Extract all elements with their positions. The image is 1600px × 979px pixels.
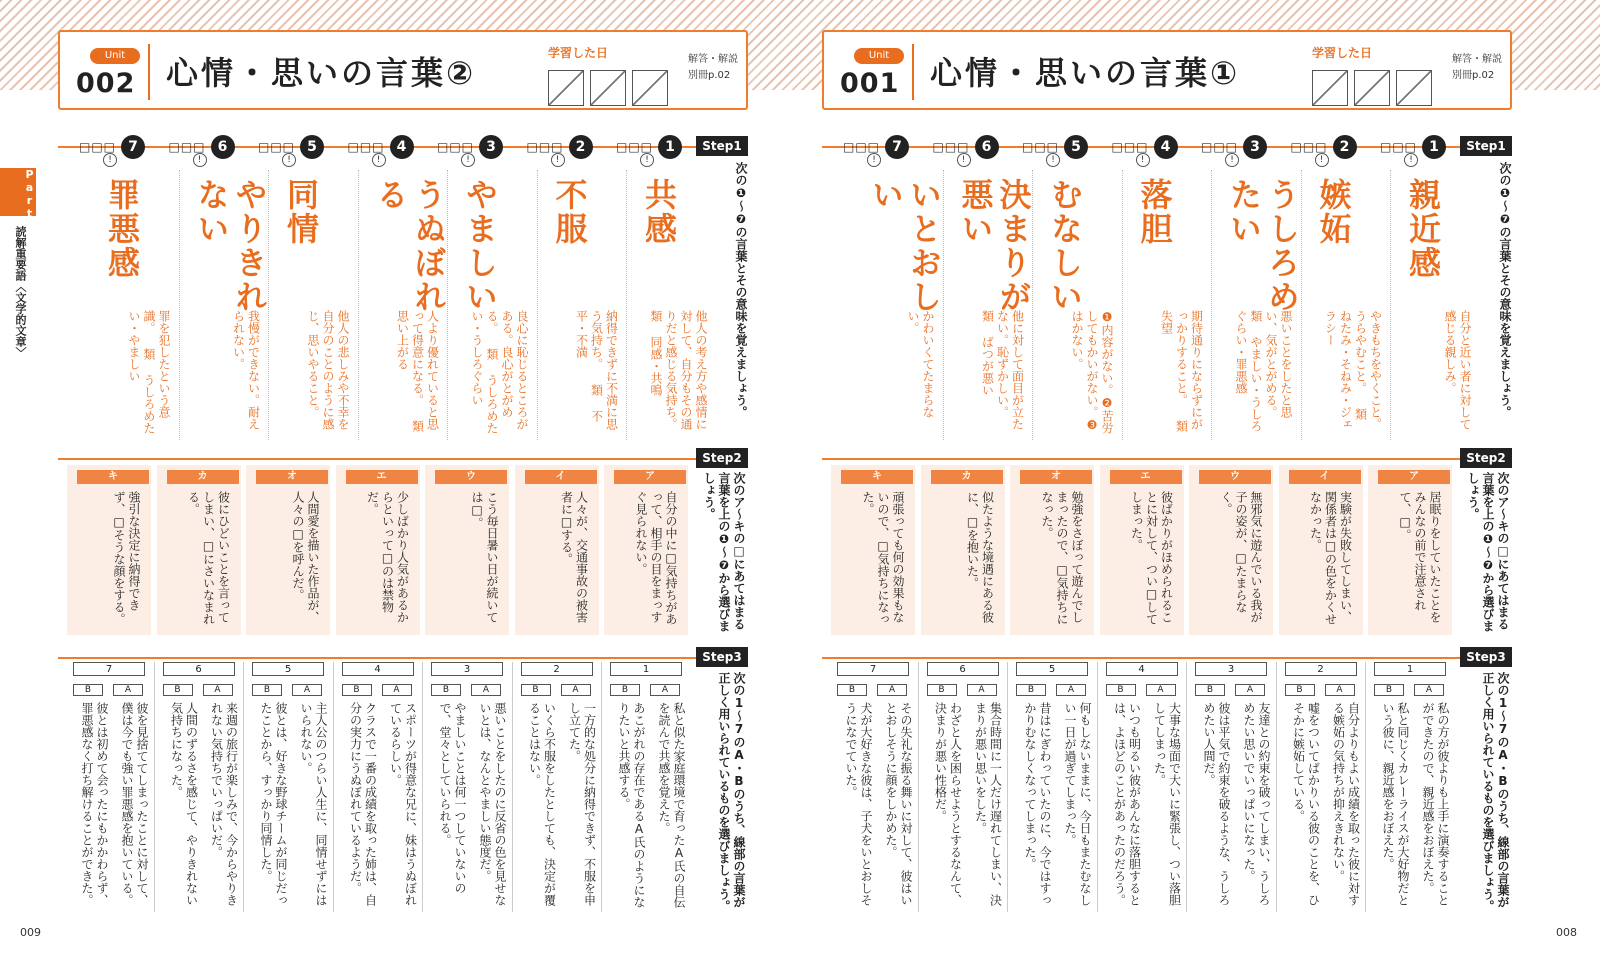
vocab-word: 罪悪感: [103, 178, 141, 280]
unit-pill: Unit: [854, 48, 904, 64]
quiz-number: 2: [521, 662, 593, 676]
exercise-text: こう毎日暑い日が続いては□。: [470, 491, 499, 623]
quiz-divider: [1097, 662, 1098, 912]
word-number: 2: [1333, 135, 1357, 159]
exercise-card: [831, 465, 915, 635]
option-a-text: 大事な場面で大いに緊張し、つい落胆してしまった。: [1152, 702, 1182, 906]
checkbox-row: □□□: [79, 140, 117, 154]
option-b-text: あこがれの存在であるA氏のようになりたいと共感する。: [617, 702, 646, 908]
word-number: 4: [390, 135, 414, 159]
exercise-card: [1368, 465, 1452, 635]
caution-icon: !: [282, 153, 296, 167]
option-b-text: 彼とは、好きな野球チームが同じだったことから、すっかり同情した。: [259, 702, 288, 906]
vocab-meaning: 期待通りにならずにがっかりすること。 類 失望: [1159, 310, 1204, 432]
word-number: 3: [1243, 135, 1267, 159]
vocab-meaning: 他に対して面目が立たない。恥ずかしい。 類 ばつが悪い: [980, 310, 1025, 430]
vocab-meaning: 良心に恥じるところがある。良心がとがめる。 類 うしろめたい・うしろぐらい: [470, 310, 529, 434]
exercise-card: [336, 465, 420, 635]
exercise-label: キ: [77, 470, 149, 484]
vocab-word: 共感: [640, 178, 678, 246]
vocab-word: 嫉妬: [1314, 178, 1353, 246]
exercise-label: オ: [256, 470, 328, 484]
study-date-box-3[interactable]: [632, 70, 668, 106]
vocab-word: 落胆: [1135, 178, 1174, 246]
exercise-label: カ: [931, 470, 1003, 484]
quiz-number: 7: [837, 662, 909, 676]
vocab-meaning: かわいくてたまらない。: [906, 310, 935, 418]
option-b-box[interactable]: B: [1374, 684, 1404, 696]
part-tab: [0, 168, 36, 233]
step2-instruction: 次のア〜キの□にあてはまる言葉を上の❶〜❼から選びましょう。: [1466, 472, 1510, 632]
unit-number: 002: [76, 68, 136, 99]
quiz-column: [246, 662, 330, 912]
quiz-number: 5: [252, 662, 324, 676]
quiz-number: 1: [610, 662, 682, 676]
quiz-divider: [1276, 662, 1277, 912]
checkbox-row: □□□: [1290, 140, 1328, 154]
caution-icon: !: [1404, 153, 1418, 167]
exercise-card: [1100, 465, 1184, 635]
part-tab-label: Part1: [23, 168, 36, 233]
page-number-left: 009: [20, 926, 41, 939]
side-section-label: 読解重要語〈文学的文章〉: [14, 226, 27, 358]
exercise-label: オ: [1020, 470, 1092, 484]
option-b-text: 彼は平気で約束を破るような、うしろめたい人間だ。: [1202, 702, 1231, 906]
checkbox-row: □□□: [1380, 140, 1418, 154]
option-a-text: 来週の旅行が楽しみで、今からやりきれない気持ちでいっぱいだ。: [209, 702, 239, 906]
option-a-text: 主人公のつらい人生に、同情せずにはいられない。: [299, 702, 328, 906]
option-b-box[interactable]: B: [163, 684, 193, 696]
vocab-meaning: 自分と近い者に対して感じる親しみ。: [1443, 310, 1472, 430]
caution-icon: !: [1225, 153, 1239, 167]
checkbox-row: □□□: [1111, 140, 1149, 154]
step1-tag: Step1: [696, 136, 748, 156]
option-b-text: 犬が大好きな彼は、子犬をいとおしそうになでていた。: [844, 702, 873, 906]
option-a-text: 自分よりもよい成績を取った彼に対する嫉妬の気持ちが抑えきれない。: [1331, 702, 1361, 906]
option-a-text: 私と似た家庭環境で育ったA氏の自伝を読んで共感を覚えた。: [657, 702, 686, 908]
option-b-box[interactable]: B: [1285, 684, 1315, 696]
answer-label: 解答・解説: [1452, 54, 1502, 65]
answer-ref: [688, 52, 738, 84]
option-a-text: 何もしないままに、今日もまたむなしい一日が過ぎてしまった。: [1063, 702, 1092, 906]
word-number: 5: [300, 135, 324, 159]
study-date-box-2[interactable]: [590, 70, 626, 106]
vocab-word: やりきれない: [192, 178, 269, 314]
exercise-card: [67, 465, 151, 635]
column-divider: [358, 170, 359, 440]
checkbox-row: □□□: [1201, 140, 1239, 154]
option-a-box[interactable]: A: [1146, 684, 1176, 696]
vocab-word: 不服: [550, 178, 589, 246]
vocab-meaning: 人より優れていると思って得意になる。 類 思い上がる: [395, 310, 440, 432]
column-divider: [537, 170, 538, 440]
option-a-text: 友達との約束を破ってしまい、うしろめたい思いでいっぱいになった。: [1242, 702, 1271, 906]
option-b-text: 彼とは初めて会ったにもかかわらず、罪悪感なく打ち解けることができた。: [80, 702, 109, 906]
quiz-divider: [422, 662, 423, 912]
checkbox-row: □□□: [616, 140, 654, 154]
step3-tag: Step3: [696, 647, 748, 667]
option-b-box[interactable]: B: [1195, 684, 1225, 696]
checkbox-row: □□□: [347, 140, 385, 154]
vocab-meaning: 我慢ができない。耐えられない。: [231, 310, 261, 430]
quiz-column: [604, 662, 688, 912]
quiz-divider: [512, 662, 513, 912]
step3-line: [822, 657, 1462, 659]
step2-instruction: 次のア〜キの□にあてはまる言葉を上の❶〜❼から選びましょう。: [702, 472, 746, 632]
word-number: 5: [1064, 135, 1088, 159]
option-a-text: 悪いことをしたのに反省の色を見せないとは、なんとやましい態度だ。: [478, 702, 507, 906]
vocab-word: むなしい: [1046, 178, 1084, 314]
study-date-box-3[interactable]: [1396, 70, 1432, 106]
option-a-box[interactable]: A: [561, 684, 591, 696]
answer-page: 別冊p.02: [688, 70, 731, 81]
caution-icon: !: [640, 153, 654, 167]
checkbox-row: □□□: [843, 140, 881, 154]
quiz-number: 4: [342, 662, 414, 676]
vocab-word: 決まりが悪い: [956, 178, 1033, 314]
quiz-column: [515, 662, 599, 912]
exercise-card: [515, 465, 599, 635]
quiz-number: 1: [1374, 662, 1446, 676]
study-date-box-1[interactable]: [1312, 70, 1348, 106]
vocab-meaning: 他人の悲しみや不幸を自分のことのように感じ、思いやること。: [306, 310, 350, 430]
quiz-divider: [333, 662, 334, 912]
option-b-text: 人間のずるさを感じて、やりきれない気持ちになった。: [169, 702, 199, 906]
exercise-text: 人間愛を描いた作品が、人々の□を呼んだ。: [291, 491, 320, 623]
exercise-card: [1279, 465, 1363, 635]
exercise-text: 自分の中に□気持ちがあって、相手の目をまっすぐ見られない。: [634, 491, 678, 625]
option-a-text: その失礼な振る舞いに対して、彼はいとおしそうに顔をしかめた。: [884, 702, 913, 906]
answer-page: 別冊p.02: [1452, 70, 1495, 81]
step1-instruction: 次の❶〜❼の言葉とその意味を覚えましょう。: [734, 162, 748, 418]
quiz-divider: [1186, 662, 1187, 912]
step2-tag: Step2: [696, 448, 748, 468]
right-page: [822, 0, 1512, 979]
vocab-meaning: 悪いことをしたと思い、気がとがめる。 類 やましい・うしろぐらい・罪悪感: [1234, 310, 1293, 432]
quiz-number: 3: [1195, 662, 1267, 676]
page-title: 心情・思いの言葉②: [166, 54, 477, 92]
unit-number: 001: [840, 68, 900, 99]
step2-line: [58, 458, 698, 460]
exercise-label: エ: [346, 470, 418, 484]
caution-icon: !: [867, 153, 881, 167]
caution-icon: !: [193, 153, 207, 167]
option-b-text: いくら不服をしたとしても、決定が覆ることはない。: [527, 702, 557, 906]
option-a-box[interactable]: A: [877, 684, 907, 696]
unit-pill: Unit: [90, 48, 140, 64]
option-b-box[interactable]: B: [252, 684, 282, 696]
caution-icon: !: [103, 153, 117, 167]
step3-tag: Step3: [1460, 647, 1512, 667]
option-a-text: 一方的な処分に納得できず、不服を申し立てた。: [567, 702, 597, 906]
study-date-box-1[interactable]: [548, 70, 584, 106]
option-b-box[interactable]: B: [342, 684, 372, 696]
exercise-text: 彼ばかりがほめられることに対して、つい□してしまった。: [1129, 491, 1174, 625]
option-a-box[interactable]: A: [650, 684, 680, 696]
exercise-text: 頑張っても何の効果もないので、□気持ちになった。: [861, 491, 905, 625]
word-number: 6: [975, 135, 999, 159]
word-number: 6: [211, 135, 235, 159]
exercise-text: 居眠りをしていたことをみんなの前で注意されて、□。: [1398, 491, 1442, 623]
exercise-card: [425, 465, 509, 635]
exercise-text: 実験が失敗してしまい、関係者は□の色をかくせなかった。: [1308, 491, 1353, 625]
vocab-word: うしろめたい: [1225, 178, 1301, 314]
caution-icon: !: [1136, 153, 1150, 167]
quiz-divider: [918, 662, 919, 912]
quiz-divider: [243, 662, 244, 912]
step3-instruction: 次の1〜7のA・Bのうち、線部の言葉が正しく用いられているものを選びましょう。: [1481, 672, 1510, 912]
caution-icon: !: [461, 153, 475, 167]
option-b-box[interactable]: B: [927, 684, 957, 696]
checkbox-row: □□□: [258, 140, 296, 154]
vocab-meaning: 他人の考え方や感情に対して、自分もその通りだと感じる気持ち。 類 同感・共鳴: [649, 310, 708, 430]
option-a-box[interactable]: A: [292, 684, 322, 696]
exercise-text: 勉強をさぼって遊んでしまったので、□気持ちになった。: [1040, 491, 1084, 625]
vocab-word: やましい: [461, 178, 499, 314]
exercise-text: 彼にひどいことを言ってしまい、□にさいなまれる。: [186, 491, 231, 625]
quiz-column: [831, 662, 915, 912]
quiz-divider: [154, 662, 155, 912]
option-a-text: スポーツが得意な兄に、妹はうぬぼれているらしい。: [388, 702, 418, 906]
checkbox-row: □□□: [437, 140, 475, 154]
step1-instruction: 次の❶〜❼の言葉とその意味を覚えましょう。: [1498, 162, 1512, 418]
answer-label: 解答・解説: [688, 54, 738, 65]
option-a-box[interactable]: A: [113, 684, 143, 696]
option-a-box[interactable]: A: [967, 684, 997, 696]
quiz-divider: [1365, 662, 1366, 912]
quiz-column: [425, 662, 509, 912]
checkbox-row: □□□: [526, 140, 564, 154]
step1-tag: Step1: [1460, 136, 1512, 156]
vocab-meaning: 納得できずに不満に思う気持ち。 類 不平・不満: [574, 310, 619, 430]
option-a-box[interactable]: A: [382, 684, 412, 696]
study-date-label: 学習した日: [1312, 46, 1373, 60]
exercise-label: キ: [841, 470, 913, 484]
option-a-text: 私の方が彼よりも上手に演奏することができたので、親近感をおぼえた。: [1421, 702, 1450, 906]
checkbox-row: □□□: [932, 140, 970, 154]
option-b-text: クラスで一番の成績を取った姉は、自分の実力にうぬぼれているようだ。: [348, 702, 378, 906]
quiz-number: 5: [1016, 662, 1088, 676]
caution-icon: !: [372, 153, 386, 167]
step3-line: [58, 657, 698, 659]
quiz-column: [336, 662, 420, 912]
step3-instruction: 次の1〜7のA・Bのうち、線部の言葉が正しく用いられているものを選びましょう。: [717, 672, 746, 912]
word-number: 1: [1422, 135, 1446, 159]
quiz-column: [921, 662, 1005, 912]
quiz-number: 6: [163, 662, 235, 676]
exercise-label: ウ: [1199, 470, 1271, 484]
option-b-text: わざと人を困らせようとするなんて、決まりが悪い性格だ。: [933, 702, 963, 906]
quiz-column: [1100, 662, 1184, 912]
left-page: [58, 0, 748, 979]
option-a-box[interactable]: A: [203, 684, 233, 696]
vocab-meaning: やきもちをやくこと。うらやむこと。 類 ねたみ・そねみ・ジェラシー: [1323, 310, 1383, 430]
quiz-divider: [1007, 662, 1008, 912]
exercise-text: 似たような境遇にある彼に、□を抱いた。: [965, 491, 995, 623]
exercise-text: 人々が、交通事故の被害者に□する。: [559, 491, 589, 623]
vocab-word: 同情: [282, 178, 320, 246]
option-a-box[interactable]: A: [1325, 684, 1355, 696]
exercise-label: ウ: [435, 470, 507, 484]
option-a-text: 彼を見捨ててしまったことに対して、僕は今でも強い罪悪感を抱いている。: [120, 702, 149, 906]
option-a-text: 集合時間に一人だけ遅れてしまい、決まりが悪い思いをした。: [973, 702, 1003, 906]
exercise-label: イ: [525, 470, 597, 484]
option-a-box[interactable]: A: [471, 684, 501, 696]
vocab-word: 親近感: [1404, 178, 1442, 280]
step2-line: [822, 458, 1462, 460]
study-date-box-2[interactable]: [1354, 70, 1390, 106]
vocab-word: いとおしい: [867, 178, 943, 314]
option-a-box[interactable]: A: [1056, 684, 1086, 696]
page-number-right: 008: [1556, 926, 1577, 939]
column-divider: [1122, 170, 1123, 440]
option-b-box[interactable]: B: [1016, 684, 1046, 696]
checkbox-row: □□□: [168, 140, 206, 154]
quiz-column: [1279, 662, 1363, 912]
word-number: 7: [121, 135, 145, 159]
word-number: 7: [885, 135, 909, 159]
vocab-word: うぬぼれる: [371, 178, 448, 314]
option-b-box[interactable]: B: [431, 684, 461, 696]
option-b-text: 私と同じくカレーライスが大好物だという彼に、親近感をおぼえた。: [1381, 702, 1410, 906]
quiz-column: [1010, 662, 1094, 912]
quiz-number: 2: [1285, 662, 1357, 676]
option-b-text: やましいことは何一つしていないので、堂々としていられる。: [438, 702, 467, 894]
exercise-text: 無邪気に遊んでいる我が子の姿が、□たまらなく。: [1219, 491, 1263, 623]
exercise-text: 少しばかり人気があるからといって□のは禁物だ。: [365, 491, 410, 623]
exercise-text: 強引な決定に納得できず、□そうな顔をする。: [112, 491, 141, 625]
study-date-label: 学習した日: [548, 46, 609, 60]
option-b-box[interactable]: B: [73, 684, 103, 696]
right-header: [822, 30, 1512, 110]
exercise-card: [157, 465, 241, 635]
exercise-card: [1189, 465, 1273, 635]
option-b-text: 嘘をついてばかりいる彼のことを、ひそかに嫉妬している。: [1291, 702, 1321, 906]
quiz-number: 7: [73, 662, 145, 676]
step2-tag: Step2: [1460, 448, 1512, 468]
exercise-label: ア: [614, 470, 686, 484]
word-number: 1: [658, 135, 682, 159]
quiz-column: [1368, 662, 1452, 912]
exercise-label: イ: [1289, 470, 1361, 484]
word-number: 2: [569, 135, 593, 159]
quiz-number: 3: [431, 662, 503, 676]
column-divider: [179, 170, 180, 440]
option-b-box[interactable]: B: [521, 684, 551, 696]
column-divider: [626, 170, 627, 440]
answer-ref: [1452, 52, 1502, 84]
quiz-number: 6: [927, 662, 999, 676]
exercise-label: ア: [1378, 470, 1450, 484]
caution-icon: !: [1046, 153, 1060, 167]
quiz-divider: [601, 662, 602, 912]
column-divider: [1390, 170, 1391, 440]
caution-icon: !: [1315, 153, 1329, 167]
exercise-card: [246, 465, 330, 635]
caution-icon: !: [551, 153, 565, 167]
column-divider: [1211, 170, 1212, 440]
option-b-box[interactable]: B: [1106, 684, 1136, 696]
option-b-text: いつも明るい彼があんなに落胆するとは、よほどのことがあったのだろう。: [1112, 702, 1142, 906]
vocab-meaning: ❶内容がない。❷苦労してもかいがない。❸はかない。: [1070, 310, 1114, 434]
header-separator: [148, 44, 150, 100]
exercise-label: エ: [1110, 470, 1182, 484]
vocab-meaning: 罪を犯したという意識。 類 うしろめたい・やましい: [127, 310, 171, 434]
left-header: [58, 30, 748, 110]
caution-icon: !: [957, 153, 971, 167]
quiz-column: [67, 662, 151, 912]
checkbox-row: □□□: [1022, 140, 1060, 154]
quiz-number: 4: [1106, 662, 1178, 676]
word-number: 3: [479, 135, 503, 159]
exercise-label: カ: [167, 470, 239, 484]
option-a-box[interactable]: A: [1414, 684, 1444, 696]
exercise-card: [921, 465, 1005, 635]
option-a-box[interactable]: A: [1235, 684, 1265, 696]
word-number: 4: [1154, 135, 1178, 159]
header-separator: [912, 44, 914, 100]
quiz-column: [157, 662, 241, 912]
page-title: 心情・思いの言葉①: [930, 54, 1241, 92]
option-b-box[interactable]: B: [837, 684, 867, 696]
option-b-box[interactable]: B: [610, 684, 640, 696]
exercise-card: [604, 465, 688, 635]
option-b-text: 昔はにぎわっていたのに、今ではすっかりむなしくなってしまった。: [1023, 702, 1052, 906]
exercise-card: [1010, 465, 1094, 635]
quiz-column: [1189, 662, 1273, 912]
